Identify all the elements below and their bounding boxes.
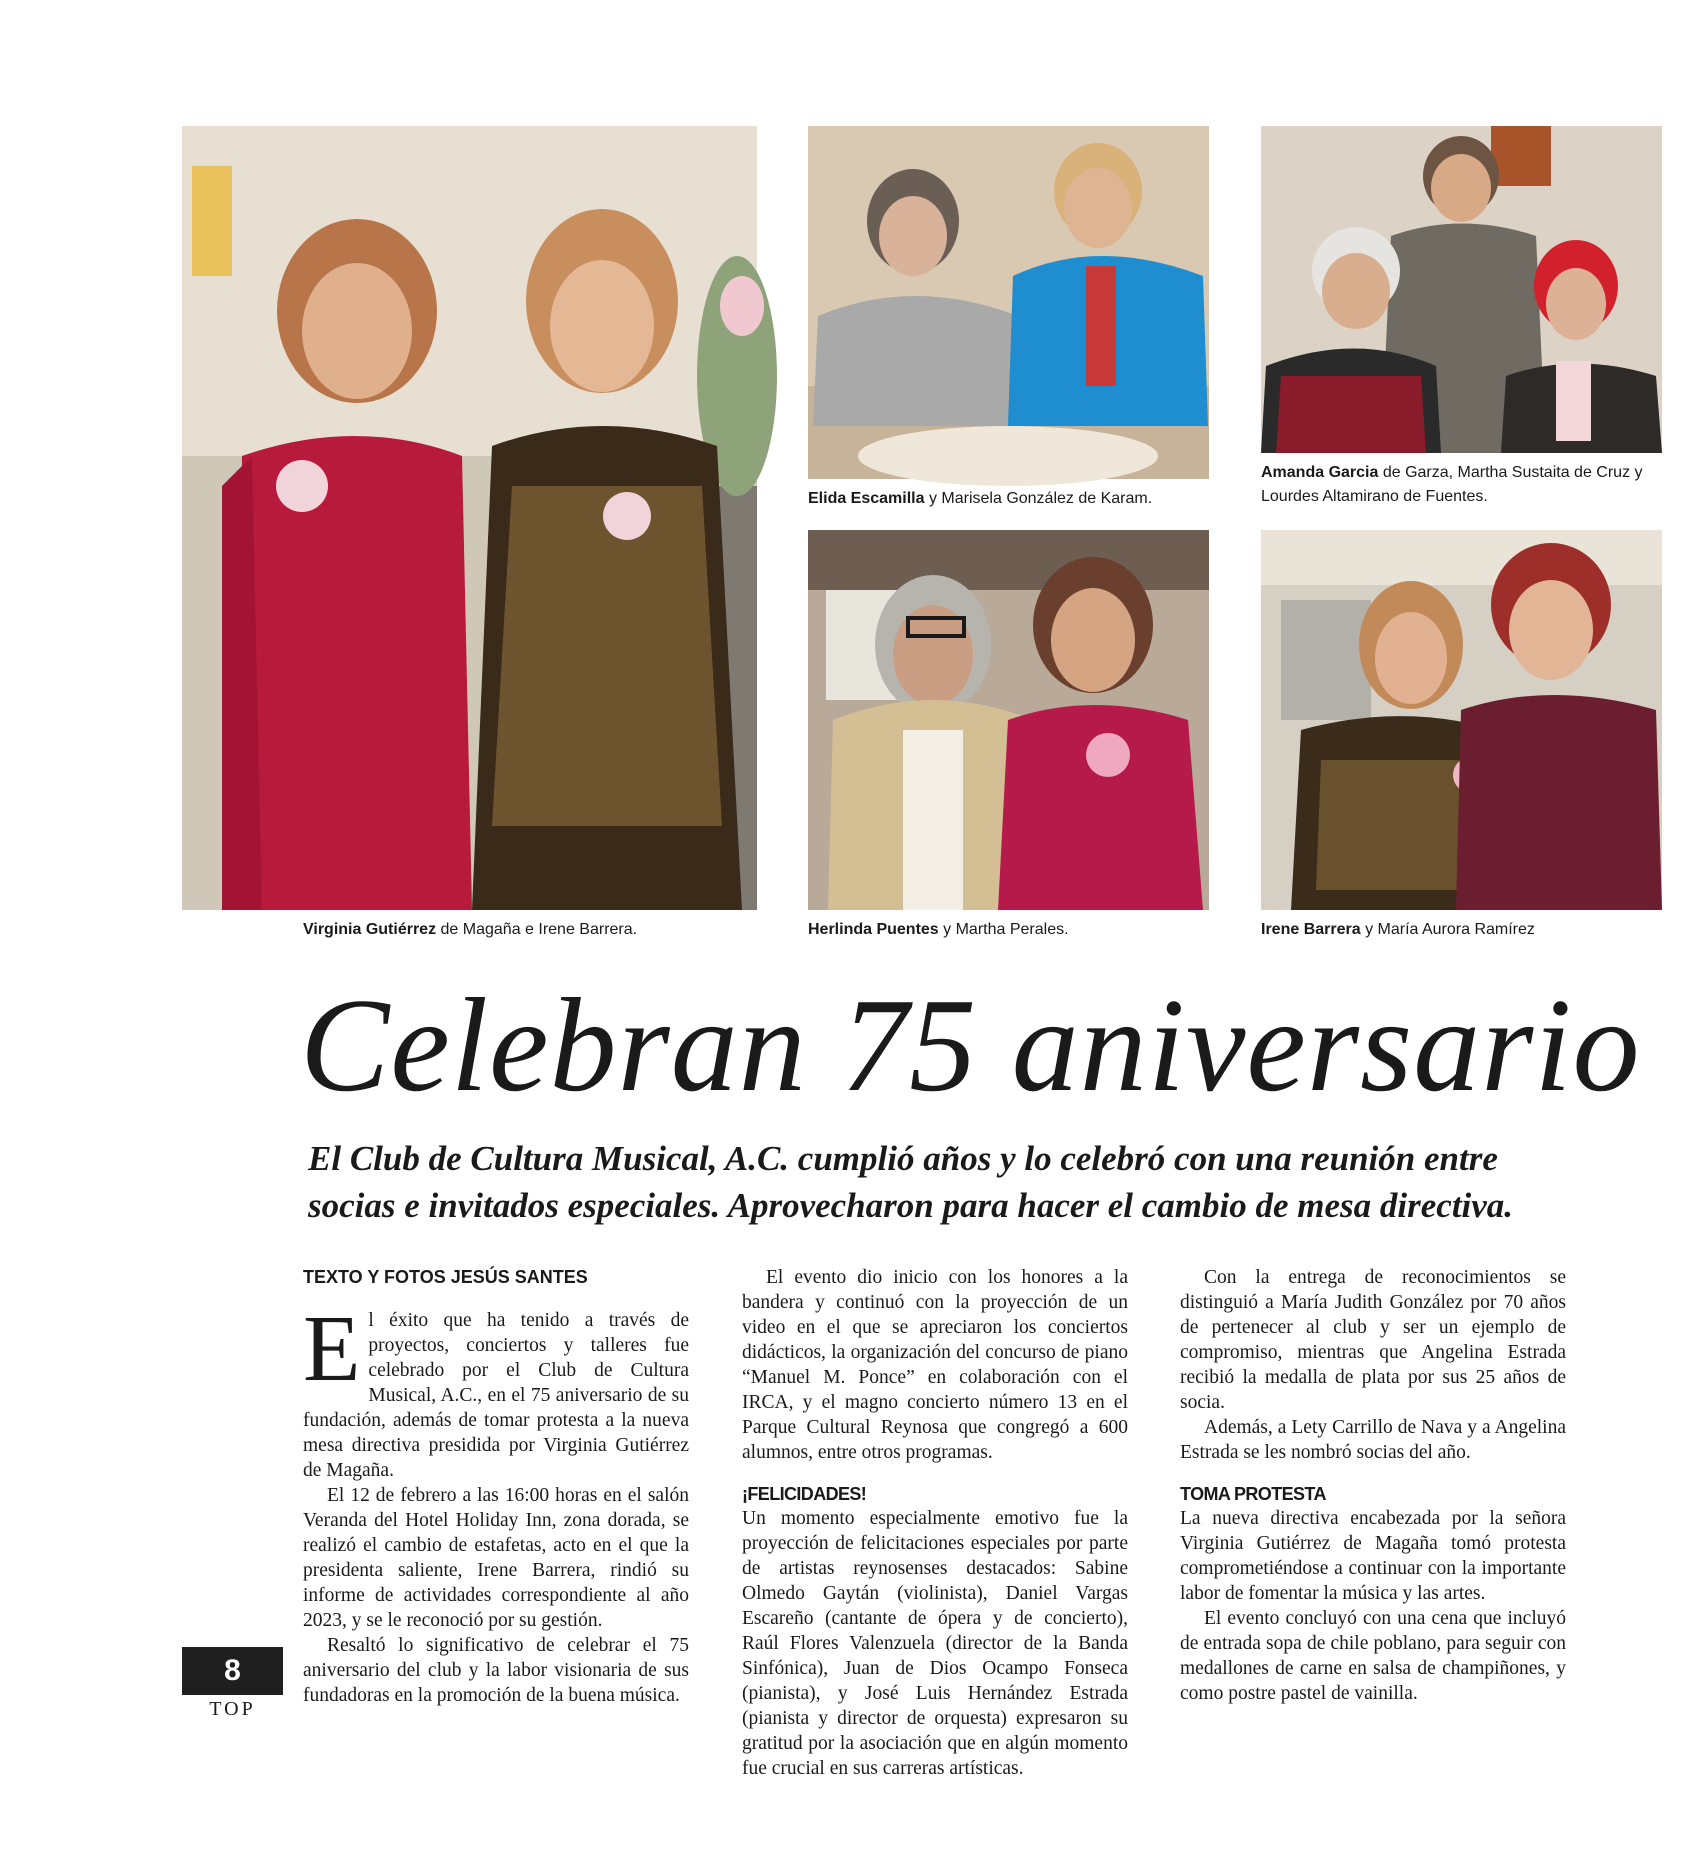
article-column-3 (1180, 1265, 1566, 1706)
byline: TEXTO Y FOTOS JESÚS SANTES (303, 1267, 588, 1287)
article-paragraph-3: Resaltó lo significativo de celebrar el 75 aniversario del club y la labor visionaria de sus fundadoras en la promoción de la buena música. (303, 1635, 689, 1706)
article-column-2 (742, 1265, 1128, 1779)
photo-puentes-perales (808, 530, 1209, 910)
caption-photo-4: Herlinda Puentes y Martha Perales. (808, 921, 1069, 938)
photo-gutierrez-barrera (182, 126, 757, 910)
caption-photo-1: Virginia Gutiérrez de Magaña e Irene Barrera. (303, 921, 638, 938)
article-paragraph-9: El evento concluyó con una cena que incluyó de entrada sopa de chile poblano, para seguir con medallones de carne en salsa de champiñones, y como postre pastel de vainilla. (1180, 1608, 1566, 1704)
page-number: 8 (182, 1647, 283, 1695)
article-paragraph-4: El evento dio inicio con los honores a la bandera y continuó con la proyección de un video en el que se apreciaron los conciertos didácticos, la organización del concurso de piano “Manuel M. Ponce” en colaboración con el IRCA, y el magno concierto número 13 en el Parque Cultural Reynosa que congregó a 600 alumnos, entre otros programas. (742, 1267, 1128, 1463)
caption-photo-5: Irene Barrera y María Aurora Ramírez (1261, 921, 1535, 938)
photo-barrera-ramirez (1261, 530, 1662, 910)
deck: El Club de Cultura Musical, A.C. cumplió años y lo celebró con una reunión entre socias e invitados especiales. Aprovecharon para hacer el cambio de mesa directiva. (308, 1139, 1514, 1225)
caption-photo-3: Amanda Garcia de Garza, Martha Sustaita de Cruz y Lourdes Altamirano de Fuentes. (1261, 464, 1643, 505)
photo-escamilla-gonzalez (808, 126, 1209, 479)
caption-photo-2: Elida Escamilla y Marisela González de Karam. (808, 490, 1153, 507)
article-paragraph-6: Con la entrega de reconocimientos se distinguió a María Judith González por 70 años de pertenecer al club y ser un ejemplo de compromiso, mientras que Angelina Estrada recibió la medalla de plata por sus 25 años de socia. (1180, 1267, 1566, 1413)
article-paragraph-1: El éxito que ha tenido a través de proyectos, conciertos y talleres fue celebrado por el Club de Cultura Musical, A.C., en el 75 aniversario de su fundación, además de tomar protesta a la nueva mesa directiva presidida por Virginia Gutiérrez de Magaña. (303, 1297, 689, 1481)
subhead-toma-protesta: TOMA PROTESTA (1180, 1484, 1326, 1504)
article-column-1 (303, 1265, 689, 1708)
photo-garcia-sustaita-altamirano (1261, 126, 1662, 453)
article-paragraph-8: La nueva directiva encabezada por la señora Virginia Gutiérrez de Magaña tomó protesta comprometiéndose a continuar con la importante labor de fomentar la música y las artes. (1180, 1508, 1566, 1604)
drop-cap: E (303, 1297, 361, 1401)
headline: Celebran 75 aniversario (300, 971, 1641, 1119)
article-paragraph-5: Un momento especialmente emotivo fue la proyección de felicitaciones especiales por parte de artistas reynosenses destacados: Sabine Olmedo Gaytán (violinista), Daniel Vargas Escareño (cantante de ópera y de concierto), Raúl Flores Valenzuela (director de la Banda Sinfónica), Juan de Dios Ocampo Fonseca (pianista), y José Luis Hernández Estrada (pianista y director de orquesta) expresaron su gratitud por la asociación que en algún momento fue crucial en sus carreras artísticas. (742, 1508, 1128, 1779)
section-label: TOP (209, 1698, 256, 1720)
subhead-felicidades: ¡FELICIDADES! (742, 1484, 867, 1504)
article-paragraph-2: El 12 de febrero a las 16:00 horas en el salón Veranda del Hotel Holiday Inn, zona dorada, se realizó el cambio de estafetas, acto en el que la presidenta saliente, Irene Barrera, rindió su informe de actividades correspondiente al año 2023, y se le reconoció por su gestión. (303, 1485, 689, 1631)
article-paragraph-7: Además, a Lety Carrillo de Nava y a Angelina Estrada se les nombró socias del año. (1180, 1417, 1566, 1463)
